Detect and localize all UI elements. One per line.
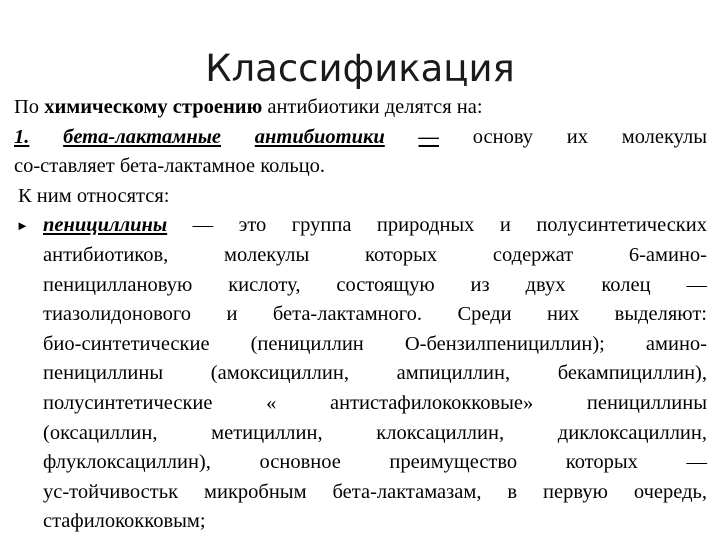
bullet-line-3: тиазолидонового и бета-лактамного. Среди них выделяют:: [43, 303, 707, 326]
item1-number: 1.: [14, 125, 30, 148]
bullet-block: [14, 211, 707, 537]
intro-prefix: По: [14, 96, 45, 118]
slide-title: Классификация: [205, 47, 515, 90]
bullet-line-6: полусинтетические « антистафилококковые» пенициллины: [43, 391, 707, 414]
item1-rest-line1: основу их молекулы: [472, 125, 708, 148]
item1-line1: [14, 123, 707, 153]
intro-suffix: антибиотики делятся на:: [262, 96, 483, 118]
bullet-line-7: (оксациллин, метициллин, клоксациллин, диклоксациллин,: [43, 421, 707, 444]
bullet-line-9: ус-тойчивостьк микробным бета-лактамазам, в первую очередь,: [43, 480, 707, 503]
intro-line: [14, 93, 707, 123]
include-heading: К ним относятся:: [18, 184, 170, 207]
item1-line2: со-ставляет бета-лактамное кольцо.: [14, 155, 326, 178]
bullet-line-1: антибиотиков, молекулы которых содержат 6-амино-: [43, 243, 707, 266]
bullet-line-2: пенициллановую кислоту, состоящую из двух колец —: [43, 273, 707, 296]
bullet-line-8: флуклоксациллин), основное преимущество которых —: [43, 451, 707, 474]
item1-term-a: бета-лактамные: [63, 125, 222, 148]
bullet-line-0-text: — это группа природных и полусинтетических: [167, 214, 707, 237]
bullet-line-0: [43, 211, 707, 241]
bullet-arrow-icon: ►: [16, 218, 29, 234]
bullet-term: пенициллины: [43, 214, 168, 237]
bullet-line-4: био-синтетические (пенициллин О-бензилпенициллин); амино-: [43, 332, 707, 355]
slide-body: [14, 93, 707, 537]
bullet-line-5: пенициллины (амоксициллин, ампициллин, бекампициллин),: [43, 362, 707, 385]
intro-bold-term: химическому строению: [44, 96, 263, 118]
bullet-line-10: стафилококковым;: [43, 510, 206, 533]
item1-dash: —: [418, 125, 439, 148]
item1-term-b: антибиотики: [254, 125, 385, 148]
